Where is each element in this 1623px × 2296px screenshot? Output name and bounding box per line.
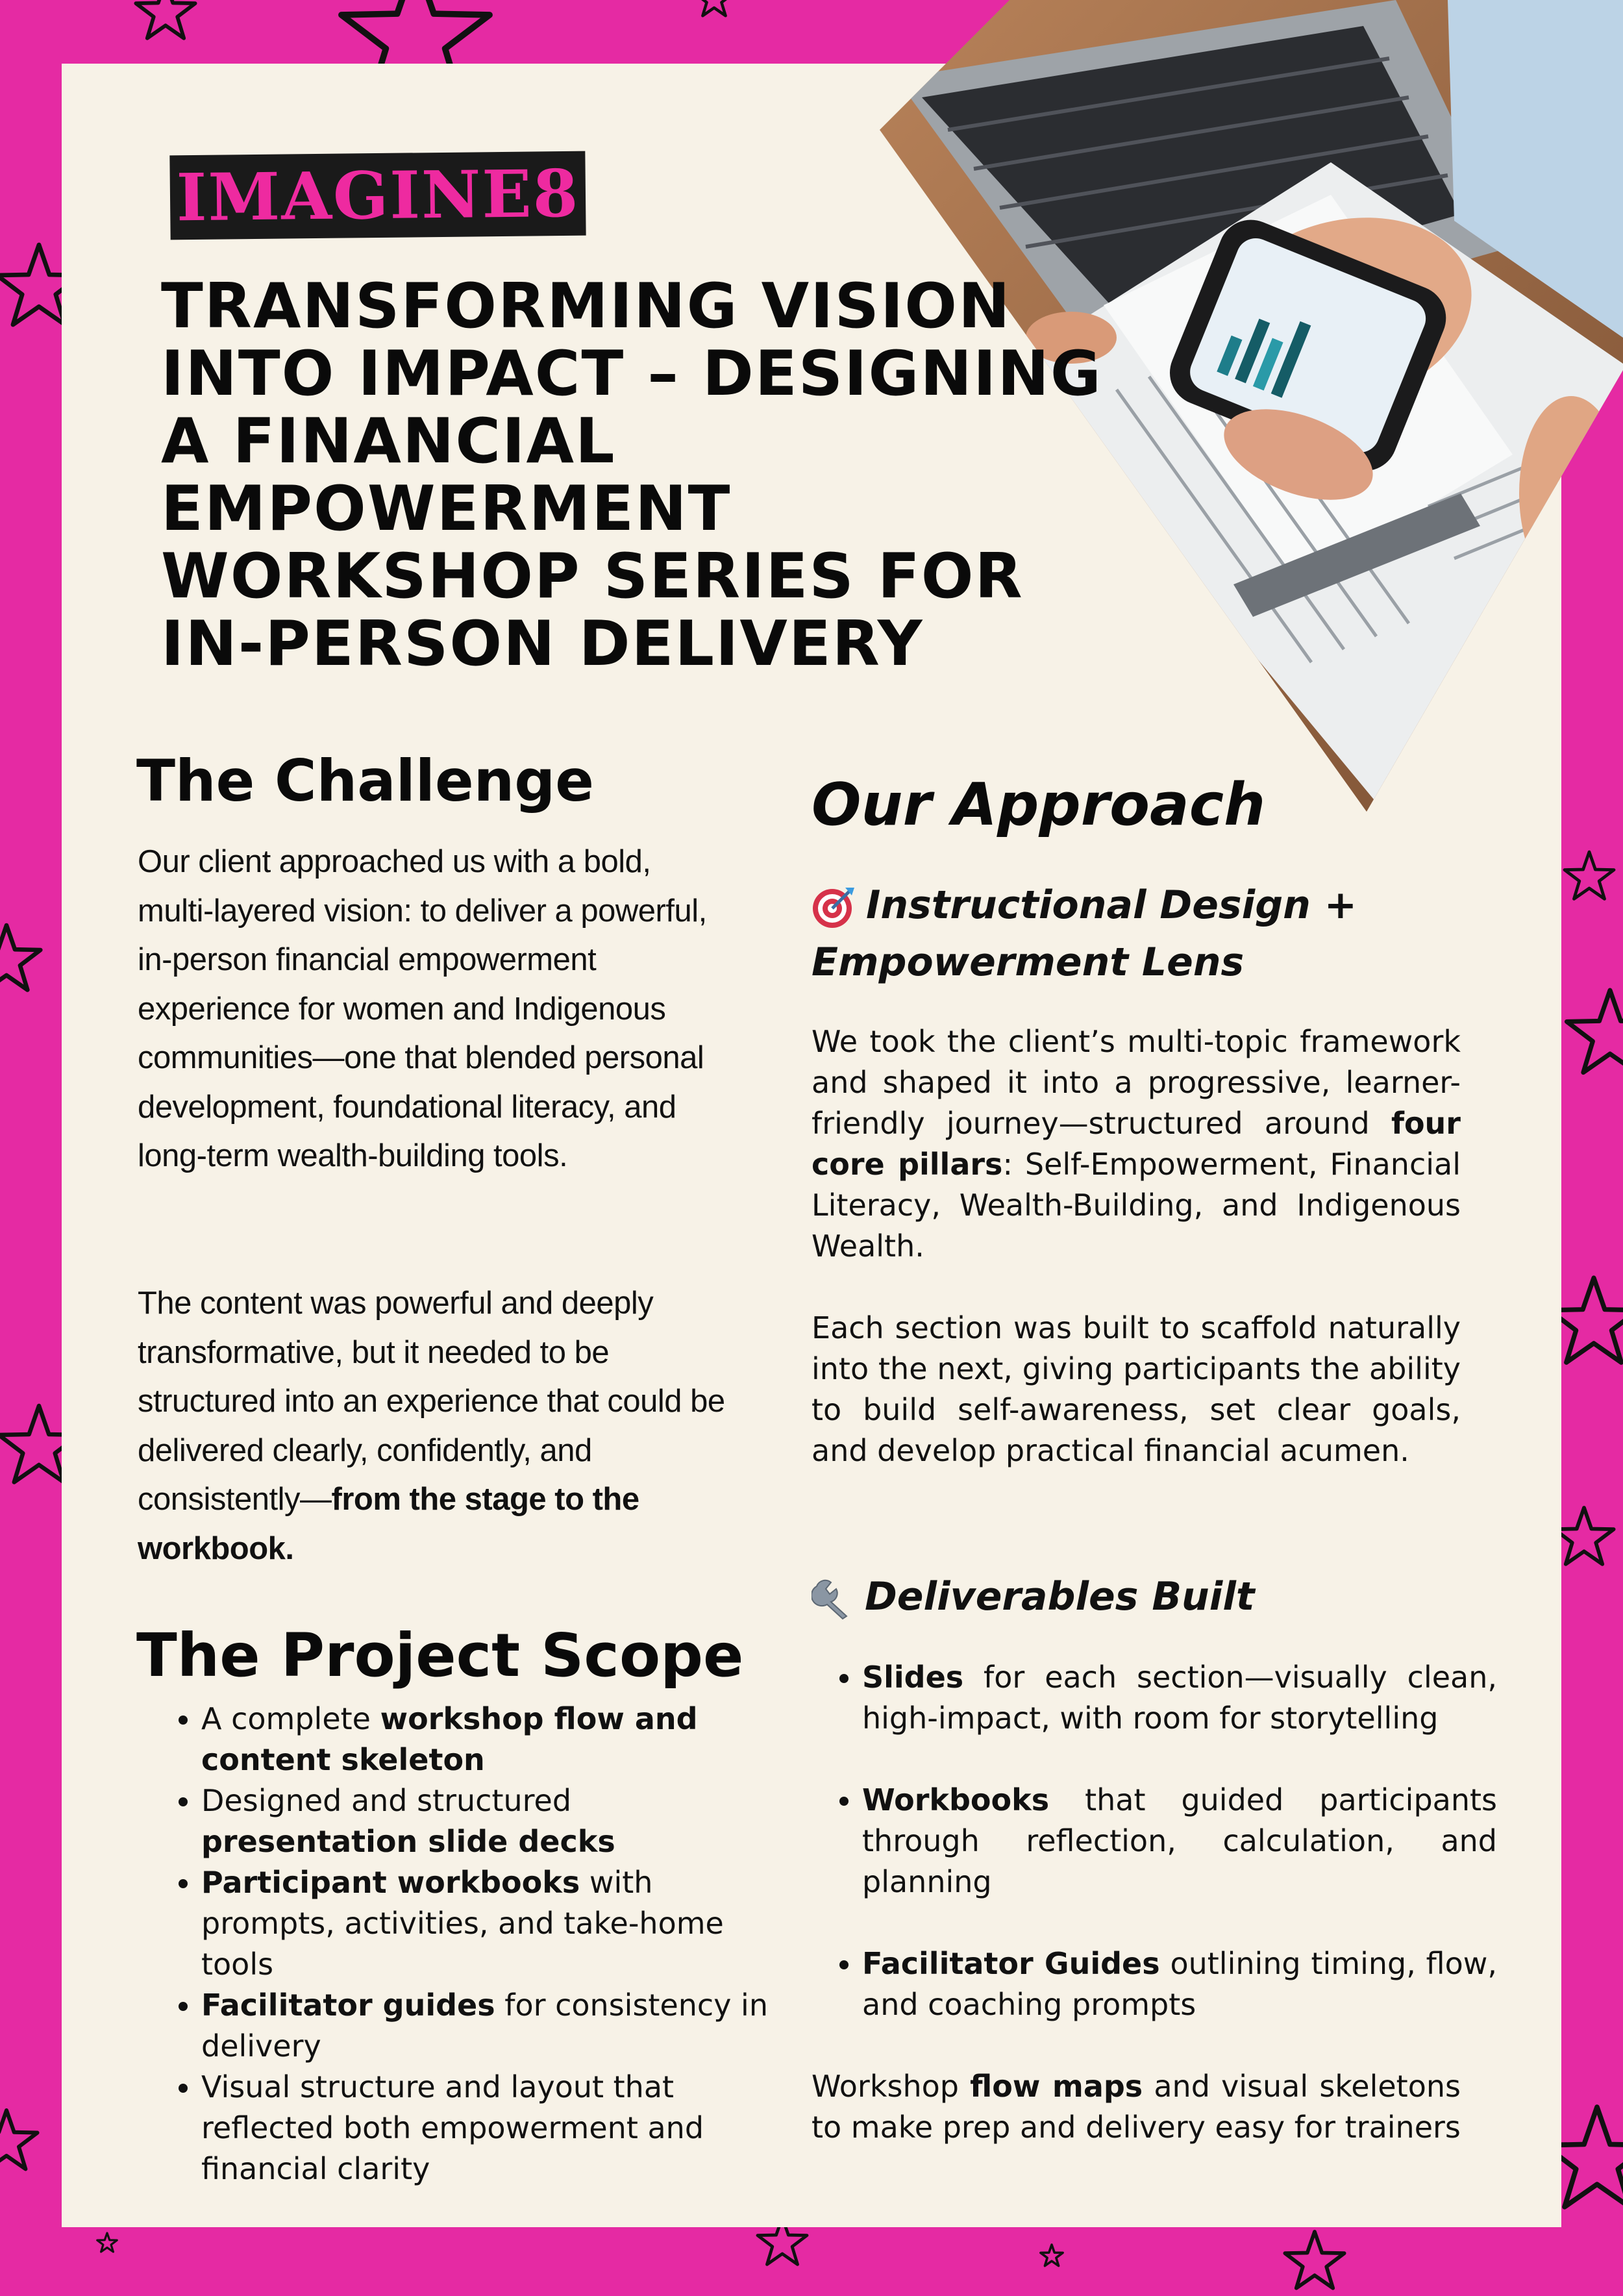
wrench-icon <box>812 1577 854 1620</box>
list-item <box>201 1699 786 1780</box>
list-item-text: A complete <box>201 1701 380 1736</box>
list-item-emphasis: Facilitator guides <box>201 1988 495 2023</box>
page-title: TRANSFORMING VISION INTO IMPACT – DESIGNING A FINANCIAL EMPOWERMENT WORKSHOP SERIES FOR IN-PERSON DELIVERY <box>161 271 1102 680</box>
list-item <box>201 2067 786 2190</box>
scope-list <box>167 1699 786 2190</box>
list-item-emphasis: Slides <box>862 1660 964 1695</box>
list-item-emphasis: presentation slide decks <box>201 1824 615 1859</box>
paragraph-text: and visual skeletons to make prep and delivery easy for trainers <box>812 2069 1461 2145</box>
brand-logo <box>169 151 586 240</box>
challenge-paragraph: Our client approached us with a bold, multi-layered vision: to deliver a powerful, in-person financial empowerment experience for women and Indigenous communities—one that blended personal development, foundational literacy, and long-term wealth-building tools. <box>138 844 707 1173</box>
logo-text: IMAGINE8 <box>176 155 580 236</box>
paragraph-emphasis: four core pillars <box>812 1106 1461 1182</box>
instructional-heading <box>812 877 1493 991</box>
deliverables-closing <box>812 2066 1461 2148</box>
list-item <box>862 1943 1497 2025</box>
challenge-paragraph-2-emphasis: from the stage to the workbook. <box>138 1482 639 1566</box>
approach-heading: Our Approach <box>812 771 1266 839</box>
instructional-paragraph-2: Each section was built to scaffold naturally into the next, giving participants the ability to build self-awareness, set clear goals, and develop practical financial acumen. <box>812 1310 1461 1468</box>
challenge-paragraph-2 <box>138 1279 735 1573</box>
list-item-emphasis: Participant workbooks <box>201 1865 580 1900</box>
paragraph-text: : Self-Empowerment, Financial Literacy, Wealth-Building, and Indigenous Wealth. <box>812 1147 1461 1264</box>
list-item-emphasis: Facilitator Guides <box>862 1946 1160 1981</box>
challenge-paragraph-2-text: The content was powerful and deeply transformative, but it needed to be structured into an experience that could be delivered clearly, confidently, and consistently— <box>138 1286 725 1517</box>
list-item-text: for each section—visually clean, high-impact, with room for storytelling <box>862 1660 1497 1736</box>
list-item-text: Visual structure and layout that reflected both empowerment and financial clarity <box>201 2069 704 2186</box>
list-item-text: that guided participants through reflection, calculation, and planning <box>862 1782 1497 1899</box>
scope-heading: The Project Scope <box>136 1621 744 1690</box>
list-item <box>862 1780 1497 1903</box>
list-item <box>201 1985 786 2067</box>
list-item <box>862 1657 1497 1739</box>
deliverables-heading-text: Deliverables Built <box>865 1574 1255 1619</box>
list-item-text: for consistency in delivery <box>201 1988 768 2064</box>
deliverables-list <box>826 1657 1497 2066</box>
list-item-emphasis: workshop flow and content skeleton <box>201 1701 698 1777</box>
deliverables-heading <box>812 1568 1493 1625</box>
list-item <box>201 1862 786 1985</box>
instructional-heading-text: Instructional Design + Empowerment Lens <box>812 882 1357 985</box>
paragraph-text: Workshop <box>812 2069 971 2104</box>
target-icon <box>812 885 856 929</box>
instructional-paragraph <box>812 1021 1461 1267</box>
list-item-text: with prompts, activities, and take-home tools <box>201 1865 724 1982</box>
challenge-heading: The Challenge <box>136 747 594 814</box>
list-item-text: Designed and structured <box>201 1783 572 1818</box>
paragraph-emphasis: flow maps <box>970 2069 1143 2104</box>
list-item-text: outlining timing, flow, and coaching prompts <box>862 1946 1497 2022</box>
list-item <box>201 1780 786 1862</box>
list-item-emphasis: Workbooks <box>862 1782 1050 1817</box>
paragraph-text: We took the client’s multi-topic framework and shaped it into a progressive, learner-friendly journey—structured around <box>812 1024 1461 1141</box>
